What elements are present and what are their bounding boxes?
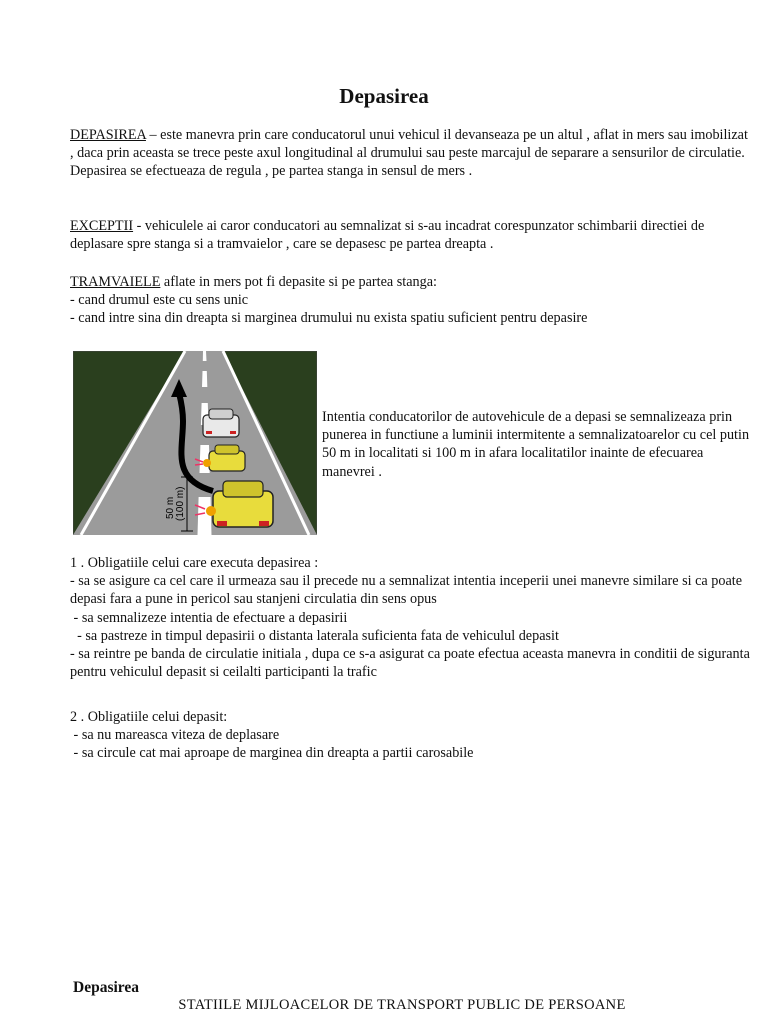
trams-paragraph xyxy=(70,273,750,328)
section-1-item: - sa reintre pe banda de circulatie initiala , dupa ce s-a asigurat ca poate efectua aceasta manevra in conditii de siguranta pentru vehiculul depasit si ceilalti participanti la trafic xyxy=(70,646,750,681)
trams-term: TRAMVAIELE xyxy=(70,274,161,290)
section-2 xyxy=(70,708,750,763)
section-2-item: - sa nu mareasca viteza de deplasare xyxy=(70,727,280,744)
section-1-item: - sa se asigure ca cel care il urmeaza sau il precede nu a semnalizat intentia inceperii unei manevre similare si ca poate depasi fara a pune in pericol sau stanjeni circulatia din sens opus xyxy=(70,573,743,608)
exceptions-text: - vehiculele ai caror conducatori au semnalizat si s-au incadrat corespunzator schimbarii directiei de deplasare spre stanga si a tramvaielor , care se depasesc pe partea dreapta . xyxy=(70,218,705,253)
trams-item: - cand drumul este cu sens unic xyxy=(70,292,249,309)
definition-text: – este manevra prin care conducatorul unui vehicul il devanseaza pe un altul , aflat in mers sau imobilizat , daca prin aceasta se trece peste axul longitudinal al drumului sau peste marcajul de separare a sensurilor de circulatie. Depasirea se efectueaza de regula , pe partea stanga in sensul de mers . xyxy=(70,127,748,180)
definition-paragraph xyxy=(70,126,750,181)
section-1-item: - sa semnalizeze intentia de efectuare a depasirii xyxy=(70,609,348,626)
section-2-item: - sa circule cat mai aproape de marginea din dreapta a partii carosabile xyxy=(70,745,474,762)
trams-text: aflate in mers pot fi depasite si pe partea stanga: xyxy=(160,274,437,290)
exceptions-paragraph xyxy=(70,217,750,253)
distance-label-2: (100 m) xyxy=(175,486,186,521)
footer-title: Depasirea xyxy=(73,979,140,996)
figure-caption: Intentia conducatorilor de autovehicule de a depasi se semnalizeaza prin punerea in functiune a luminii intermitente a semnalizatoarelor cu cel putin 50 m in localitati si 100 m in afara localitatilor inainte de efecuarea manevrei . xyxy=(322,409,750,480)
exceptions-term: EXCEPTII xyxy=(70,218,134,234)
section-1-heading: 1 . Obligatiile celui care executa depasirea : xyxy=(70,555,319,571)
section-1-item: - sa pastreze in timpul depasirii o distanta laterala suficienta fata de vehiculul depasit xyxy=(70,627,559,644)
distance-label-1: 50 m xyxy=(165,496,176,519)
page-title: Depasirea xyxy=(339,84,429,108)
definition-term: DEPASIREA xyxy=(70,127,146,143)
section-2-heading: 2 . Obligatiile celui depasit: xyxy=(70,709,228,725)
section-1 xyxy=(70,554,750,681)
overtaking-illustration xyxy=(73,351,317,535)
footer-subtitle: STATIILE MIJLOACELOR DE TRANSPORT PUBLIC DE PERSOANE xyxy=(178,997,626,1013)
trams-item: - cand intre sina din dreapta si marginea drumului nu exista spatiu suficient pentru depasire xyxy=(70,310,588,327)
